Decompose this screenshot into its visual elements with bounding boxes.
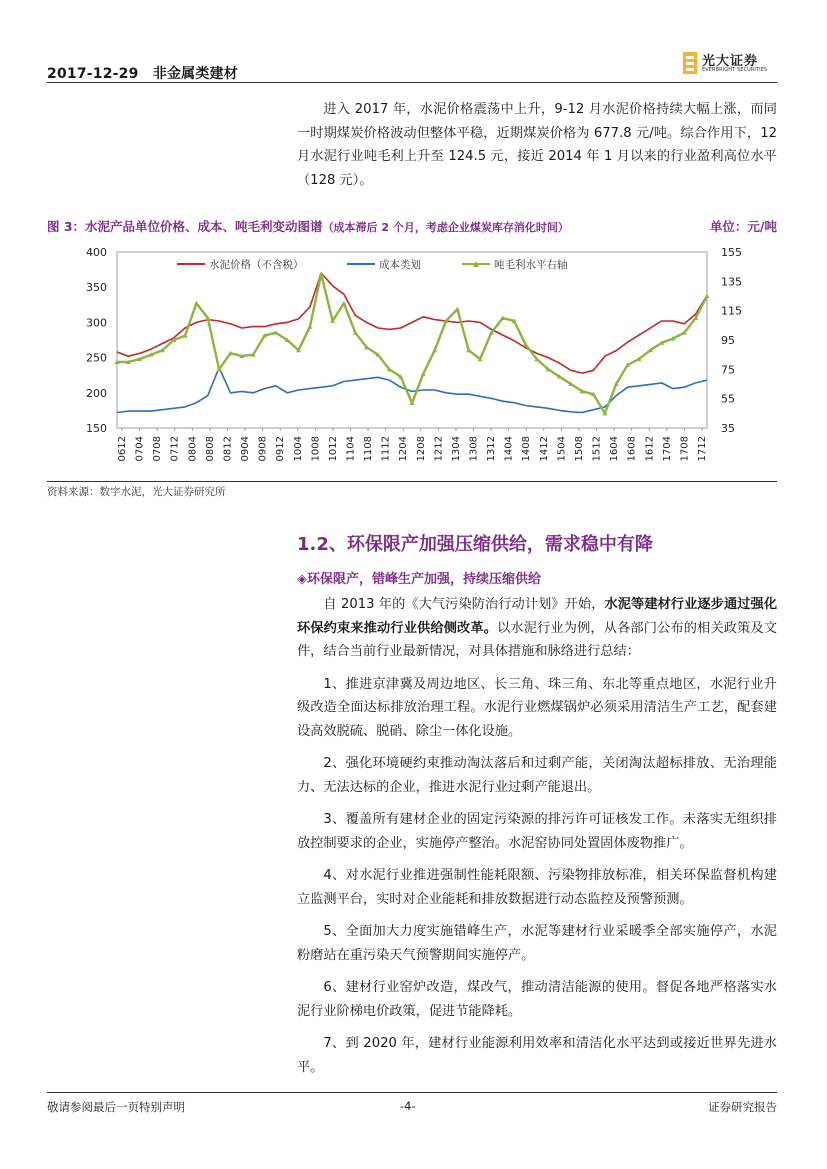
chart-bottom-rule xyxy=(47,481,777,482)
legend-label-2: 成本类划 xyxy=(379,259,421,271)
x-tick-label: 0812 xyxy=(222,436,234,462)
legend-label-3: 吨毛利水平右轴 xyxy=(494,259,568,271)
series-3-point xyxy=(194,301,199,306)
y-right-tick-label: 95 xyxy=(721,334,735,347)
section-intro-c: 以水泥行业为例，从各部门公布的相关政策及文件，结合当前行业最新情况，对具体措施和脉络进行总结： xyxy=(297,620,777,659)
section-body xyxy=(297,593,777,1088)
y-right-tick-label: 155 xyxy=(721,246,742,259)
measure-item-3: 3、覆盖所有建材企业的固定污染源的排污许可证核发工作。未落实无组织排放控制要求的企业，实施停产整治。水泥窑协同处置固体废物推广。 xyxy=(297,812,777,851)
footer-disclaimer: 敬请参阅最后一页特别声明 xyxy=(47,1100,185,1114)
logo-en-text: EVERBRIGHT SECURITIES xyxy=(702,67,768,73)
x-tick-label: 1304 xyxy=(450,436,462,462)
x-tick-label: 1008 xyxy=(310,436,322,462)
x-tick-label: 1104 xyxy=(345,436,357,462)
y-left-tick-label: 350 xyxy=(86,281,107,295)
intro-text: 进入 2017 年，水泥价格震荡中上升，9-12 月水泥价格持续大幅上涨，而同一时期煤炭价格波动但整体平稳，近期煤炭价格为 677.8 元/吨。综合作用下，12 月水泥行业吨毛利上升至 124.5 元，接近 2014 年 1 月以来的行业盈利高位水平（128 元）。 xyxy=(297,102,777,188)
x-tick-label: 1204 xyxy=(398,436,410,462)
x-tick-label: 1012 xyxy=(327,436,339,462)
measure-item-5: 5、全面加大力度实施错峰生产，水泥等建材行业采暖季全部实施停产，水泥粉磨站在重污染天气预警期间实施停产。 xyxy=(297,924,777,963)
measure-item-2: 2、强化环境硬约束推动淘汰落后和过剩产能，关闭淘汰超标排放、无治理能力、无法达标的企业，推进水泥行业过剩产能退出。 xyxy=(297,756,777,795)
x-tick-label: 1208 xyxy=(415,436,427,462)
figure-source: 资料来源：数字水泥，光大证券研究所 xyxy=(47,486,226,498)
x-tick-label: 0908 xyxy=(257,436,269,462)
everbright-logo xyxy=(683,50,781,76)
y-left-tick-label: 150 xyxy=(86,422,107,435)
y-left-tick-label: 200 xyxy=(86,386,107,400)
x-tick-label: 1708 xyxy=(679,436,691,462)
series-line-2 xyxy=(117,368,707,413)
y-left-tick-label: 300 xyxy=(86,316,107,330)
page-number: -4- xyxy=(400,1099,416,1113)
x-tick-label: 1512 xyxy=(591,436,603,462)
x-tick-label: 1004 xyxy=(292,436,304,462)
series-3-point xyxy=(705,294,710,299)
x-tick-label: 1408 xyxy=(521,436,533,462)
measure-item-4: 4、对水泥行业推进强制性能耗限额、污染物排放标准，相关环保监督机构建立监测平台，实时对企业能耗和排放数据进行动态监控及预警预测。 xyxy=(297,868,777,907)
section-intro-paragraph xyxy=(297,593,777,664)
figure-title xyxy=(47,217,777,235)
x-tick-label: 1508 xyxy=(573,436,585,462)
x-tick-label: 1604 xyxy=(609,436,621,462)
header-date-sector: 2017-12-29 非金属类建材 xyxy=(47,66,238,82)
x-tick-label: 0904 xyxy=(240,436,252,462)
measure-item-7: 7、到 2020 年，建材行业能源利用效率和清洁化水平达到或接近世界先进水平。 xyxy=(297,1036,777,1075)
footer-report-type: 证券研究报告 xyxy=(708,1100,777,1114)
x-tick-label: 0804 xyxy=(187,436,199,462)
section-subtitle: ◈环保限产，错峰生产加强，持续压缩供给 xyxy=(297,572,541,587)
x-tick-label: 1404 xyxy=(503,436,515,462)
figure-unit: 单位：元/吨 xyxy=(709,219,777,234)
x-tick-label: 1504 xyxy=(556,436,568,462)
x-tick-label: 1308 xyxy=(468,436,480,462)
x-tick-label: 1612 xyxy=(644,436,656,462)
figure-title-text: 图 3：水泥产品单位价格、成本、吨毛利变动图谱 xyxy=(47,219,323,234)
y-right-tick-label: 55 xyxy=(721,392,735,406)
figure-subtitle: （成本滞后 2 个月，考虑企业煤炭库存消化时间） xyxy=(322,221,569,234)
series-3-point xyxy=(455,307,460,312)
intro-paragraph xyxy=(297,98,777,201)
measure-item-6: 6、建材行业窑炉改造，煤改气，推动清洁能源的使用。督促各地严格落实水泥行业阶梯电价政策，促进节能降耗。 xyxy=(297,980,777,1019)
x-tick-label: 1608 xyxy=(626,436,638,462)
section-intro-bold: 水泥等建材行业逐步通过强化环保约束来推动行业供给侧改革。 xyxy=(297,597,778,636)
cement-price-cost-margin-chart xyxy=(47,240,777,482)
series-3-point xyxy=(307,324,312,329)
x-tick-label: 0612 xyxy=(117,436,128,462)
y-left-tick-label: 250 xyxy=(86,351,107,365)
section-intro-a: 自 2013 年的《大气污染防治行动计划》开始， xyxy=(323,597,605,612)
x-tick-label: 1712 xyxy=(697,436,708,462)
x-tick-label: 0808 xyxy=(204,436,216,462)
series-line-3 xyxy=(117,274,707,413)
x-tick-label: 0712 xyxy=(169,436,181,462)
logo-mark-icon xyxy=(683,52,697,74)
legend-label-1: 水泥价格（不含税） xyxy=(209,259,304,271)
x-tick-label: 0704 xyxy=(134,436,146,462)
y-right-tick-label: 35 xyxy=(721,422,735,435)
x-tick-label: 1704 xyxy=(661,436,673,462)
y-right-tick-label: 135 xyxy=(721,275,742,289)
logo-cn-text: 光大证券 xyxy=(702,54,759,69)
y-right-tick-label: 115 xyxy=(721,304,742,318)
x-tick-label: 1312 xyxy=(486,436,498,462)
series-3-point xyxy=(341,301,346,306)
x-tick-label: 0912 xyxy=(275,436,287,462)
series-line-1 xyxy=(117,273,707,373)
footer-rule xyxy=(47,1092,777,1093)
measure-item-1: 1、推进京津冀及周边地区、长三角、珠三角、东北等重点地区，水泥行业升级改造全面达标排放治理工程。水泥行业燃煤锅炉必须采用清洁生产工艺，配套建设高效脱硫、脱硝、除尘一体化设施。 xyxy=(297,676,777,739)
y-right-tick-label: 75 xyxy=(721,363,735,377)
x-tick-label: 1108 xyxy=(363,436,375,462)
x-tick-label: 1112 xyxy=(380,436,392,462)
header-rule xyxy=(47,82,777,83)
x-tick-label: 1212 xyxy=(433,436,445,462)
x-tick-label: 1412 xyxy=(538,436,550,462)
x-tick-label: 0708 xyxy=(152,436,164,462)
series-3-point xyxy=(319,272,324,277)
section-title: 1.2、环保限产加强压缩供给，需求稳中有降 xyxy=(297,534,653,555)
y-left-tick-label: 400 xyxy=(86,246,107,259)
